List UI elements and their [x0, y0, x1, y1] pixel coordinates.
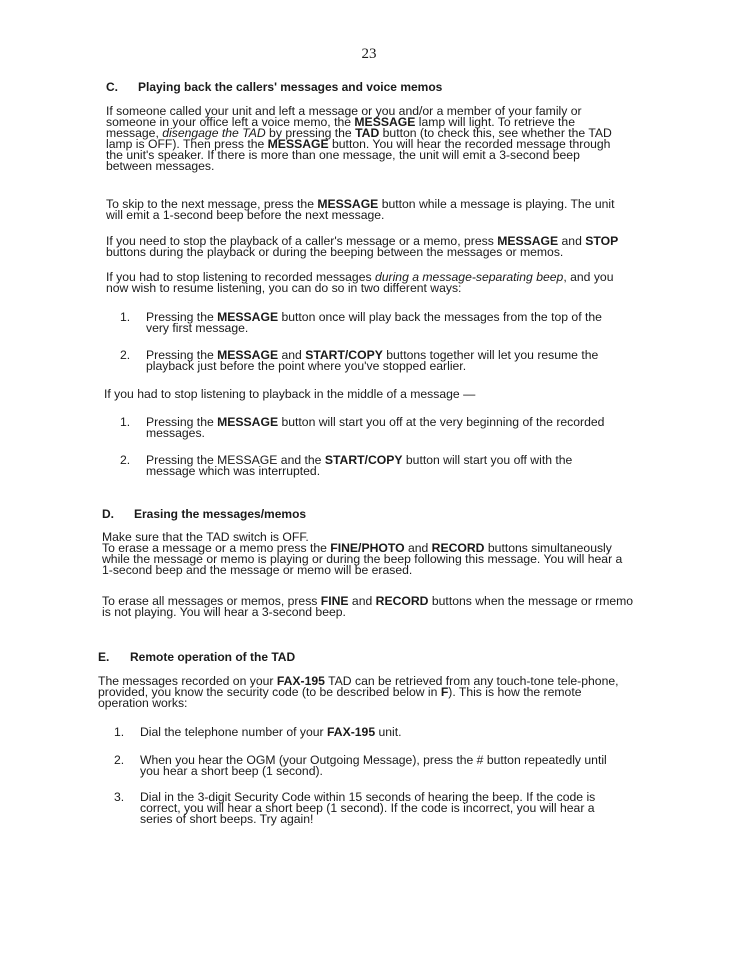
- section-c-paragraph-1: If someone called your unit and left a message or you and/or a member of your family or someone in your office left a voice memo, the MESSAGE lamp will light. To retrieve the message, disengage the TAD by pressing the TAD button (to check this, see whether the TAD lamp is OFF). Then press the MESSAGE button. You will hear the recorded message through the unit's speaker. If there is more than one message, the unit will emit a 3-second beep between messages.: [106, 104, 612, 173]
- section-c-paragraph-2: To skip to the next message, press the MESSAGE button while a message is playing. The unit will emit a 1-second beep before the next message.: [106, 197, 615, 222]
- section-e-heading: [98, 650, 295, 664]
- page-number: 23: [361, 46, 377, 62]
- section-e-letter: E.: [98, 650, 110, 664]
- section-c-title: Playing back the callers' messages and voice memos: [138, 80, 443, 94]
- list-text: Dial the telephone number of your FAX-195 unit.: [140, 725, 402, 739]
- list-text: Pressing the MESSAGE button will start you off at the very beginning of the recorded messages.: [146, 415, 605, 440]
- section-d-title: Erasing the messages/memos: [134, 507, 307, 521]
- list-number: 2.: [120, 453, 131, 467]
- list-text: When you hear the OGM (your Outgoing Message), press the # button repeatedly until you hear a short beep (1 second).: [140, 753, 607, 778]
- section-c-letter: C.: [106, 80, 118, 94]
- list-number: 3.: [114, 790, 125, 804]
- list-text: Pressing the MESSAGE and START/COPY buttons together will let you resume the playback just before the point where you've stopped earlier.: [146, 348, 599, 373]
- list-number: 1.: [114, 725, 125, 739]
- section-d-heading: [102, 507, 306, 521]
- section-c-paragraph-4: If you had to stop listening to recorded messages during a message-separating beep, and you now wish to resume listening, you can do so in two different ways:: [106, 270, 614, 295]
- section-d-paragraph-2: To erase all messages or memos, press FINE and RECORD buttons when the message or rmemo is not playing. You will hear a 3-second beep.: [102, 594, 634, 619]
- list-number: 1.: [120, 415, 131, 429]
- list-number: 2.: [120, 348, 131, 362]
- list-number: 1.: [120, 310, 131, 324]
- section-d-paragraph-1: Make sure that the TAD switch is OFF. To erase a message or a memo press the FINE/PHOTO and RECORD buttons simultaneously while the message or memo is playing or during the beep following this message. You will hear a 1-second beep and the message or memo will be erased.: [102, 530, 623, 577]
- section-c-heading: [106, 80, 442, 94]
- section-e-paragraph-1: The messages recorded on your FAX-195 TAD can be retrieved from any touch-tone tele-phone, provided, you know the security code (to be described below in F). This is how the remote operation works:: [98, 674, 619, 710]
- section-e-title: Remote operation of the TAD: [130, 650, 296, 664]
- section-d-letter: D.: [102, 507, 114, 521]
- section-c-paragraph-5: If you had to stop listening to playback in the middle of a message —: [104, 387, 476, 401]
- list-number: 2.: [114, 753, 125, 767]
- section-c-paragraph-3: If you need to stop the playback of a caller's message or a memo, press MESSAGE and STOP buttons during the playback or during the beeping between the messages or memos.: [106, 234, 619, 259]
- list-text: Pressing the MESSAGE button once will play back the messages from the top of the very first message.: [146, 310, 602, 335]
- list-text: Dial in the 3-digit Security Code within 15 seconds of hearing the beep. If the code is correct, you will hear a short beep (1 second). If the code is incorrect, you will hear a series of short beeps. Try again!: [140, 790, 596, 826]
- list-text: Pressing the MESSAGE and the START/COPY button will start you off with the message which was interrupted.: [146, 453, 573, 478]
